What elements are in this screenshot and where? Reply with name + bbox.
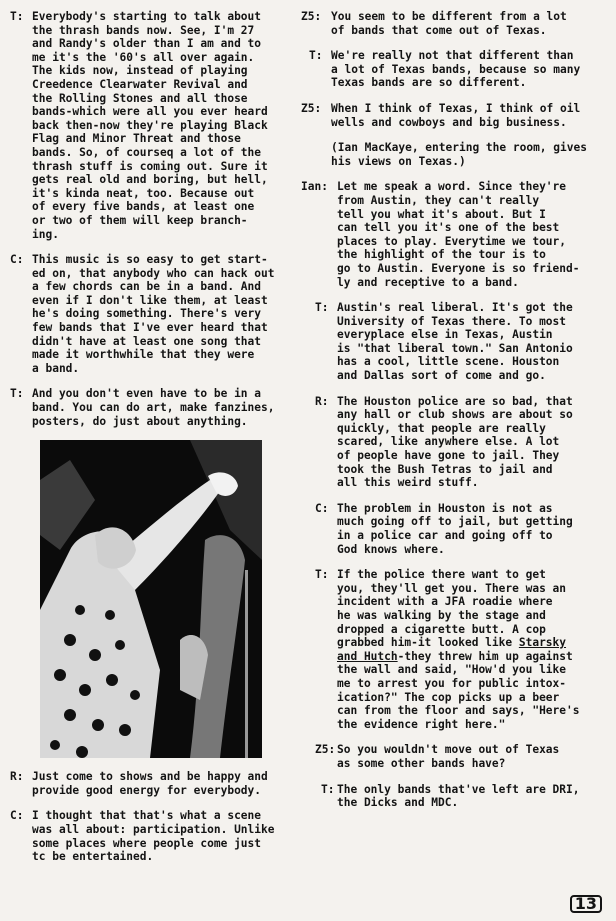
speaker-label: Ian: [301, 180, 328, 194]
interview-entry [301, 102, 611, 129]
interview-entry [301, 743, 611, 770]
entry-text-part: -they threw him up against the wall and said, "How'd you like me to arrest you for public intox- ication?" The cop picks up a beer can from the floor and says, "Here's the evidence right here." [337, 649, 580, 731]
entry-text-part: If the police there want to get you, they'll get you. There was an incident with a JFA roadie where he was walking by the stage and dropped a cigarette butt. A cop grabbed him-it looked like [337, 568, 567, 650]
underlined-title: and Hutch [337, 649, 398, 663]
interview-entry [10, 253, 298, 375]
speaker-label: C: [315, 501, 329, 515]
speaker-label: T: [315, 568, 329, 582]
speaker-label: T: [10, 387, 24, 401]
entry-text: So you wouldn't move out of Texas as some other bands have? [337, 743, 560, 770]
interview-entry [301, 301, 611, 383]
speaker-label: R: [10, 770, 24, 784]
entry-text: Austin's real liberal. It's got the University of Texas there. To most everyplace else in Texas, Austin is "that liberal town." San Antonio has a cool, little scene. Houston and Dallas sort of come and go. [337, 301, 573, 383]
speaker-label: C: [10, 809, 24, 823]
entry-text: I thought that that's what a scene was all about: participation. Unlike some places where people come just tc be entertained. [32, 809, 275, 864]
interview-entry [301, 180, 611, 289]
interview-entry [10, 809, 298, 863]
speaker-label: T: [315, 301, 329, 315]
interview-entry [10, 770, 298, 797]
concert-photo [40, 440, 262, 758]
entry-text: The problem in Houston is not as much going off to jail, but getting in a police car and going off to God knows where. [337, 501, 573, 556]
interview-entry [301, 568, 611, 731]
entry-text: Everybody's starting to talk about the thrash bands now. See, I'm 27 and Randy's older than I am and to me it's the '60's all over again. The kids now, instead of playing Creedence Clearwater Revival and the Rolling Stones and all those bands-which were all you ever heard back then-now they're playing Black Flag and Minor Threat and those bands. So, of courseq a lot of the thrash stuff is coming out. Sure it gets real old and boring, but hell, it's kinda neat, too. Because out of every five bands, at least one or two of them will keep branch- ing. [32, 10, 268, 241]
entry-text: Just come to shows and be happy and provide good energy for everybody. [32, 770, 268, 797]
entry-text: This music is so easy to get start- ed on, that anybody who can hack out a few chords can be in a band. And even if I don't like them, at least he's doing something. There's very few bands that I've ever heard that didn't have at least one song that made it worthwhile that they were a band. [32, 253, 275, 375]
speaker-label: Z5: [301, 10, 322, 23]
entry-text: When I think of Texas, I think of oil wells and cowboys and big business. [331, 101, 581, 129]
entry-text: You seem to be different from a lot of bands that come out of Texas. [331, 10, 567, 37]
right-column [301, 10, 611, 822]
entry-text: We're really not that different than a lot of Texas bands, because so many Texas bands are so different. [331, 49, 581, 90]
interview-entry [301, 49, 611, 90]
concert-photo-image [40, 440, 262, 758]
speaker-label: T: [10, 10, 24, 23]
entry-text: The Houston police are so bad, that any hall or club shows are about so quickly, that people are really scared, like anywhere else. A lot of people have gone to jail. They took the Bush Tetras to jail and all this weird stuff. [337, 394, 573, 490]
interview-entry [301, 783, 611, 810]
entry-text: The only bands that've left are DRI, the Dicks and MDC. [337, 782, 580, 810]
speaker-label: Z5: [301, 101, 322, 115]
left-column [10, 10, 298, 876]
editor-note: (Ian MacKaye, entering the room, gives his views on Texas.) [331, 141, 587, 168]
entry-text: And you don't even have to be in a band. You can do art, make fanzines, posters, do just about anything. [32, 387, 275, 428]
page-number: 13 [570, 895, 602, 913]
interview-entry [10, 387, 298, 428]
entry-text: Let me speak a word. Since they're from Austin, they can't really tell you what it's about. But I can tell you it's one of the best places to play. Everytime we tour, the highlight of the tour is to go to Austin. Everyone is so friend- ly and receptive to a band. [337, 180, 580, 289]
interview-entry [10, 10, 298, 241]
speaker-label: Z5: [315, 743, 336, 757]
interview-entry [301, 502, 611, 556]
interview-entry [301, 10, 611, 37]
interview-entry [301, 395, 611, 490]
speaker-label: R: [315, 394, 329, 408]
underlined-title: Starsky [518, 636, 567, 650]
speaker-label: T: [309, 49, 323, 63]
speaker-label: T: [321, 782, 335, 796]
speaker-label: C: [10, 253, 24, 267]
entry-text [337, 568, 611, 731]
